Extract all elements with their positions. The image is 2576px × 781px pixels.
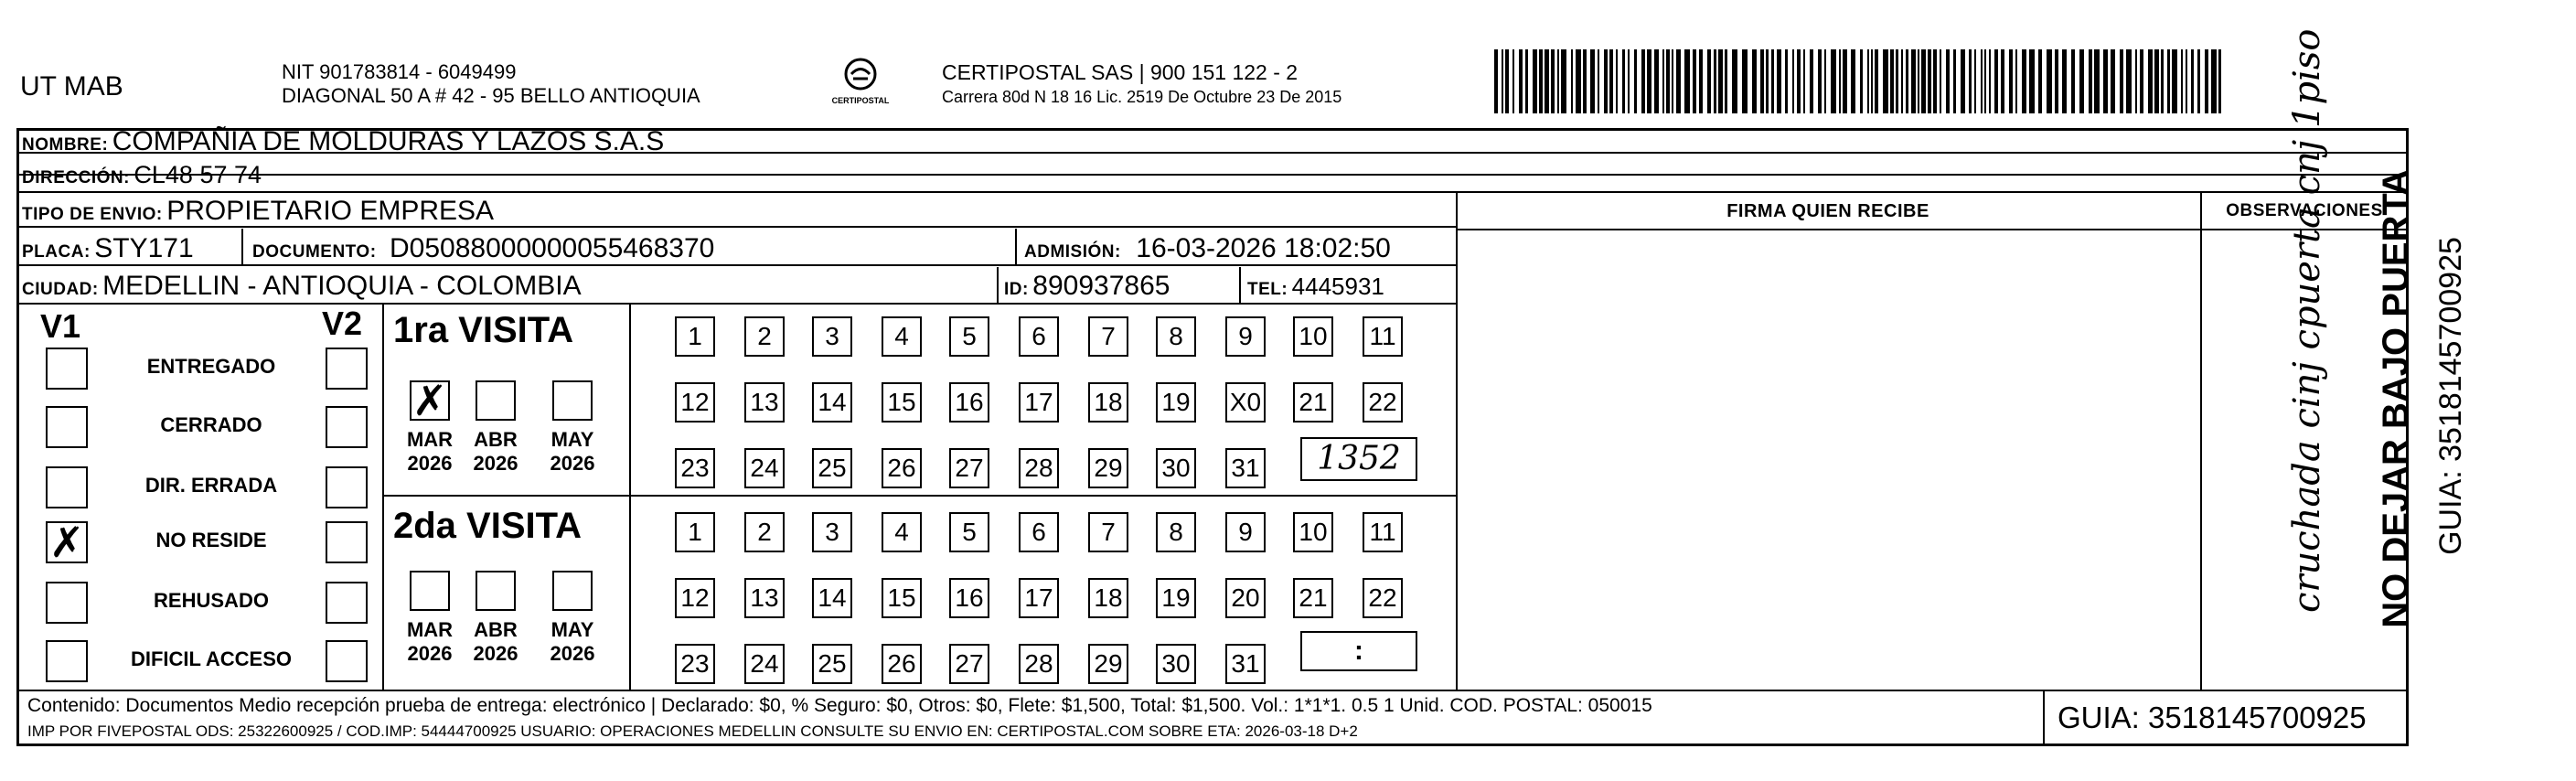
barcode-bar [1994,49,1998,113]
v2-checkbox[interactable] [326,406,368,448]
v2-checkbox[interactable] [326,521,368,563]
v1-checkbox[interactable] [46,582,88,624]
barcode-bar [1525,49,1528,113]
day-box[interactable]: 3 [812,316,852,357]
day-box[interactable]: 11 [1363,512,1403,552]
day-box[interactable]: 20 [1225,578,1266,618]
shipment-type-label: TIPO DE ENVIO: [22,205,163,224]
recipient-address: CL48 57 74 [134,161,262,188]
barcode-bar [1851,49,1855,113]
day-box[interactable]: 26 [882,644,922,684]
day-box[interactable]: 29 [1088,644,1128,684]
day-box[interactable]: 21 [1293,578,1333,618]
document-value: D05088000000055468370 [390,233,715,263]
barcode-bar [2111,49,2115,113]
month-name: ABR [474,618,518,641]
barcode-bar [2055,49,2058,113]
day-box[interactable]: 24 [744,448,785,488]
barcode-bar [2001,49,2004,113]
id-value: 890937865 [1032,271,1170,301]
month-checkbox[interactable] [476,571,516,611]
day-box[interactable]: 10 [1293,316,1333,357]
barcode-bar [2071,49,2075,113]
day-box[interactable]: 5 [949,512,989,552]
barcode-bar [1831,49,1836,113]
barcode-bar [1911,49,1916,113]
day-box[interactable]: 25 [812,448,852,488]
barcode-bar [1771,49,1774,113]
barcode-bar [2191,49,2194,113]
plate-value: STY171 [94,233,194,263]
barcode-bar [1576,49,1581,113]
day-box[interactable]: 22 [1363,382,1403,423]
v1-checkbox[interactable] [46,466,88,508]
barcode-bar [1583,49,1587,113]
month-name: MAY [550,618,594,641]
logo-text: CERTIPOSTAL [831,96,890,105]
company-name: UT MAB [20,71,123,102]
v1-checkbox[interactable] [46,348,88,390]
barcode-bar [1616,49,1618,113]
barcode-bar [1494,49,1498,113]
check-mark-icon: ✗ [48,518,85,567]
barcode-bar [1860,49,1863,113]
recipient-address-row [22,161,262,189]
observations-handwritten: cruchada cinj cpuerta cnj 1piso [2286,28,2328,613]
barcode-bar [1961,49,1965,113]
plate-row [22,233,194,264]
barcode-bar [1557,49,1559,113]
company-address: DIAGONAL 50 A # 42 - 95 BELLO ANTIOQUIA [282,84,700,107]
day-box[interactable]: 9 [1225,316,1266,357]
day-box[interactable]: 5 [949,316,989,357]
barcode-bar [2167,49,2170,113]
barcode-bar [1766,49,1769,113]
barcode-bar [1918,49,1919,113]
admission-row [1024,233,1391,264]
signature-area[interactable] [1458,230,2198,688]
tel-value: 4445931 [1291,273,1384,300]
first-visit-time: 1352 [1317,440,1401,477]
barcode-bar [1906,49,1908,113]
barcode-bar [2103,49,2108,113]
day-box[interactable]: 4 [882,512,922,552]
v2-checkbox[interactable] [326,582,368,624]
barcode-bar [1818,49,1822,113]
barcode-bar [2172,49,2177,113]
barcode-bar [1890,49,1894,113]
day-box[interactable]: X0 [1225,382,1266,423]
day-box[interactable]: 23 [675,644,715,684]
barcode-bar [1654,49,1659,113]
barcode-bar [1533,49,1537,113]
barcode-bar [2186,49,2187,113]
barcode-bar [1647,49,1651,113]
month-label [464,428,528,476]
barcode-bar [1502,49,1503,113]
day-box[interactable]: 16 [949,578,989,618]
status-label: DIR. ERRADA [144,474,278,497]
day-box[interactable]: 13 [744,382,785,423]
day-box[interactable]: 7 [1088,512,1128,552]
barcode-bar [1539,49,1543,113]
day-box[interactable]: 14 [812,382,852,423]
day-box[interactable]: 21 [1293,382,1333,423]
footer-content-line: Contenido: Documentos Medio recepción prueba de entrega: electrónico | Declarado: $0, % Seguro: $0, Otros: $0, Flete: $1,500, Total: $1,500. Vol.: 1*1*1. 0.5 1 Unid. COD. POSTAL: 050015 [27,695,1652,716]
month-checkbox[interactable] [552,380,593,421]
day-box[interactable]: 23 [675,448,715,488]
barcode-bar [1989,49,1991,113]
shipment-type: PROPIETARIO EMPRESA [166,196,495,226]
shipment-type-row [22,196,494,227]
company-nit: NIT 901783814 - 6049499 [282,60,517,83]
month-checkbox[interactable] [552,571,593,611]
barcode-bar [1725,49,1727,113]
barcode-bar [2135,49,2137,113]
day-box[interactable]: 18 [1088,578,1128,618]
tel-row [1247,273,1384,301]
barcode-bar [1676,49,1681,113]
day-box[interactable]: 31 [1225,644,1266,684]
status-label: ENTREGADO [146,355,276,378]
day-box[interactable]: 14 [812,578,852,618]
day-box[interactable]: 17 [1019,382,1059,423]
barcode-bar [1622,49,1625,113]
month-label [398,428,462,476]
barcode-bar [1742,49,1748,113]
day-box[interactable]: 30 [1156,448,1196,488]
barcode-bar [2181,49,2183,113]
carrier-name: CERTIPOSTAL SAS | 900 151 122 - 2 [942,60,1299,84]
city-value: MEDELLIN - ANTIOQUIA - COLOMBIA [102,271,582,301]
barcode-bar [1672,49,1673,113]
barcode-bar [1946,49,1950,113]
month-name: MAY [550,428,594,451]
document-row [252,233,714,264]
day-box[interactable]: 28 [1019,644,1059,684]
day-box[interactable]: 4 [882,316,922,357]
day-box[interactable]: 28 [1019,448,1059,488]
barcode-bar [1792,49,1794,113]
barcode-bar [2062,49,2067,113]
status-label: DIFICIL ACCESO [130,647,292,670]
barcode-bar [1545,49,1549,113]
day-box[interactable]: 16 [949,382,989,423]
month-label [398,618,462,666]
day-box[interactable]: 29 [1088,448,1128,488]
v2-label: V2 [322,305,363,342]
barcode [1494,49,2226,113]
v1-checkbox[interactable] [46,518,88,567]
barcode-bar [1505,49,1509,113]
first-visit-label: 1ra VISITA [393,310,574,350]
month-year: 2026 [407,452,453,475]
day-box[interactable]: 19 [1156,578,1196,618]
barcode-bar [1609,49,1613,113]
plate-label: PLACA: [22,242,91,262]
barcode-bar [1883,49,1888,113]
barcode-bar [1604,49,1608,113]
v1-checkbox[interactable] [46,640,88,682]
id-row [1004,271,1170,302]
month-year: 2026 [473,642,518,665]
footer-guide: GUIA: 3518145700925 [2058,701,2367,734]
barcode-bar [1981,49,1983,113]
barcode-bar [2029,49,2035,113]
day-box[interactable]: 3 [812,512,852,552]
barcode-bar [2015,49,2017,113]
logo-icon [842,57,879,91]
side-warning: NO DEJAR BAJO PUERTA [2376,169,2416,628]
barcode-bar [2197,49,2200,113]
status-label: NO RESIDE [155,529,267,551]
day-box[interactable]: 8 [1156,316,1196,357]
day-box[interactable]: 2 [744,316,785,357]
recipient-name-row [22,126,664,157]
barcode-bar [1928,49,1931,113]
address-label: DIRECCIÓN: [22,168,130,187]
recipient-name: COMPAÑIA DE MOLDURAS Y LAZOS S.A.S [112,126,665,156]
day-box[interactable]: 27 [949,448,989,488]
status-label: CERRADO [160,413,262,436]
barcode-bar [2038,49,2042,113]
barcode-bar [1571,49,1573,113]
barcode-bar [2089,49,2092,113]
barcode-bar [1933,49,1937,113]
barcode-bar [1875,49,1878,113]
day-box[interactable]: 25 [812,644,852,684]
check-mark-icon: ✗ [412,376,448,425]
barcode-bar [1598,49,1599,113]
day-box[interactable]: 12 [675,382,715,423]
status-label: REHUSADO [154,589,269,612]
admission-value: 16-03-2026 18:02:50 [1136,233,1391,263]
barcode-bar [1760,49,1764,113]
day-box[interactable]: 7 [1088,316,1128,357]
barcode-bar [1824,49,1826,113]
document-label: DOCUMENTO: [252,242,377,262]
month-year: 2026 [550,642,595,665]
barcode-bar [1732,49,1737,113]
barcode-bar [1896,49,1898,113]
admission-label: ADMISIÓN: [1024,242,1121,262]
day-box[interactable]: 6 [1019,316,1059,357]
barcode-bar [1707,49,1711,113]
second-visit-time-box[interactable] [1300,631,1417,671]
day-box[interactable]: 15 [882,382,922,423]
barcode-bar [1512,49,1514,113]
barcode-bar [1839,49,1841,113]
barcode-bar [1641,49,1645,113]
day-box[interactable]: 11 [1363,316,1403,357]
barcode-bar [1953,49,1956,113]
barcode-bar [1777,49,1781,113]
barcode-bar [2154,49,2159,113]
barcode-bar [1974,49,1976,113]
month-name: ABR [474,428,518,451]
day-box[interactable]: 17 [1019,578,1059,618]
city-row [22,271,582,302]
first-visit-time-box[interactable] [1300,437,1417,481]
day-box[interactable]: 15 [882,578,922,618]
month-checkbox[interactable] [410,376,450,425]
tel-label: TEL: [1247,280,1288,299]
barcode-bar [1901,49,1903,113]
month-label [464,618,528,666]
month-label [540,428,604,476]
barcode-bar [1519,49,1523,113]
day-box[interactable]: 10 [1293,512,1333,552]
observations-label: OBSERVACIONES [2226,201,2383,220]
day-box[interactable]: 22 [1363,578,1403,618]
barcode-bar [1752,49,1757,113]
barcode-bar [2094,49,2100,113]
barcode-bar [1718,49,1723,113]
v1-checkbox[interactable] [46,406,88,448]
day-box[interactable]: 19 [1156,382,1196,423]
month-label [540,618,604,666]
v1-label: V1 [40,307,81,345]
barcode-bar [1797,49,1801,113]
barcode-bar [1969,49,1972,113]
day-box[interactable]: 1 [675,512,715,552]
carrier-license: Carrera 80d N 18 16 Lic. 2519 De Octubre 23 De 2015 [942,88,1342,106]
v2-checkbox[interactable] [326,466,368,508]
barcode-icon [1494,49,2226,113]
header [0,0,2576,128]
barcode-bar [2079,49,2084,113]
second-visit-time: : [1354,636,1363,666]
barcode-bar [1551,49,1555,113]
day-box[interactable]: 27 [949,644,989,684]
barcode-bar [1561,49,1566,113]
v2-checkbox[interactable] [326,348,368,390]
day-box[interactable]: 18 [1088,382,1128,423]
barcode-bar [2047,49,2052,113]
barcode-bar [1803,49,1805,113]
month-checkbox[interactable] [476,380,516,421]
barcode-bar [1590,49,1595,113]
day-box[interactable]: 1 [675,316,715,357]
day-box[interactable]: 24 [744,644,785,684]
barcode-bar [2218,49,2221,113]
barcode-bar [1662,49,1664,113]
name-label: NOMBRE: [22,135,109,155]
month-year: 2026 [407,642,453,665]
barcode-bar [2205,49,2208,113]
day-box[interactable]: 2 [744,512,785,552]
id-label: ID: [1004,280,1029,299]
signature-label: FIRMA QUIEN RECIBE [1726,201,1929,221]
month-year: 2026 [473,452,518,475]
month-checkbox[interactable] [410,571,450,611]
barcode-bar [1843,49,1847,113]
barcode-bar [1684,49,1690,113]
month-name: MAR [406,618,454,641]
barcode-bar [1921,49,1926,113]
city-label: CIUDAD: [22,280,99,299]
barcode-bar [2148,49,2153,113]
barcode-bar [1628,49,1630,113]
barcode-bar [2140,49,2143,113]
side-guide: GUIA: 3518145700925 [2433,237,2468,555]
barcode-bar [1634,49,1637,113]
barcode-bar [1785,49,1788,113]
barcode-bar [1984,49,1986,113]
barcode-bar [2126,49,2132,113]
certipostal-logo [819,57,902,112]
barcode-bar [2161,49,2164,113]
day-box[interactable]: 9 [1225,512,1266,552]
barcode-bar [1666,49,1670,113]
day-box[interactable]: 13 [744,578,785,618]
barcode-bar [1699,49,1703,113]
barcode-bar [1940,49,1941,113]
day-box[interactable]: 31 [1225,448,1266,488]
second-visit-label: 2da VISITA [393,506,582,546]
barcode-bar [1714,49,1716,113]
barcode-bar [2022,49,2026,113]
day-box[interactable]: 26 [882,448,922,488]
day-box[interactable]: 30 [1156,644,1196,684]
barcode-bar [2120,49,2123,113]
day-box[interactable]: 12 [675,578,715,618]
barcode-bar [1871,49,1873,113]
barcode-bar [1867,49,1869,113]
month-name: MAR [406,428,454,451]
v2-checkbox[interactable] [326,640,368,682]
day-box[interactable]: 6 [1019,512,1059,552]
barcode-bar [2211,49,2217,113]
barcode-bar [2009,49,2013,113]
barcode-bar [1810,49,1813,113]
day-box[interactable]: 8 [1156,512,1196,552]
month-year: 2026 [550,452,595,475]
footer-print-line: IMP POR FIVEPOSTAL ODS: 25322600925 / COD.IMP: 54444700925 USUARIO: OPERACIONES MEDELLIN CONSULTE SU ENVIO EN: CERTIPOSTAL.COM SOBRE ETA: 2026-03-18 D+2 [27,722,1358,740]
barcode-bar [1693,49,1696,113]
